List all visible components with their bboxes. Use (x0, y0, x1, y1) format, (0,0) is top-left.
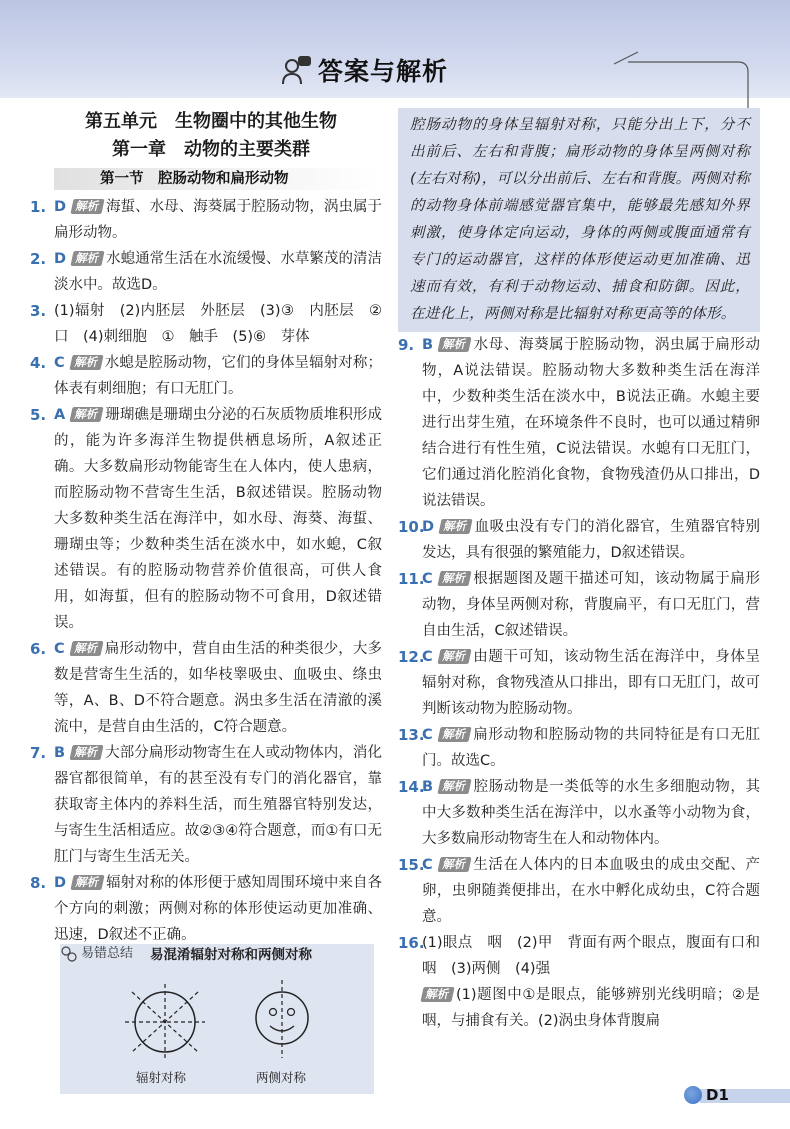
answer-text: 水螅是腔肠动物，它们的身体呈辐射对称；体表有刺细胞；有口无肛门。 (54, 355, 382, 397)
answer-text: 血吸虫没有专门的消化器官，生殖器官特别发达，具有很强的繁殖能力，D叙述错误。 (422, 519, 760, 561)
radial-caption: 辐射对称 (136, 1070, 187, 1085)
answer-number: 5. (30, 406, 47, 424)
answer-item (398, 930, 760, 982)
answer-item (30, 194, 382, 246)
answer-number: 16. (398, 934, 425, 952)
answer-text: 根据题图及题干描述可知，该动物属于扁形动物，身体呈两侧对称，背腹扁平，有口无肛门，营自由生活，C叙述错误。 (422, 571, 760, 639)
answer-body (422, 644, 760, 722)
answer-choice: B (422, 337, 434, 353)
mistake-summary-box (60, 944, 374, 1094)
analysis-tag: 解析 (70, 251, 104, 266)
answer-choice: C (422, 857, 433, 873)
answer-number: 10. (398, 518, 425, 536)
left-column (30, 108, 397, 948)
analysis-tag: 解析 (437, 571, 471, 586)
answer-choice: C (422, 571, 433, 587)
answer-choice: D (54, 875, 67, 891)
right-answer-list (398, 332, 760, 982)
mistake-icon (60, 945, 78, 963)
answer-body (54, 636, 382, 740)
answer-text: (1)辐射 (2)内胚层 外胚层 (3)③ 内胚层 ② 口 (4)刺细胞 ① 触手 (5)⑥ 芽体 (54, 303, 397, 345)
answer-body (422, 332, 760, 514)
answer-text: 珊瑚礁是珊瑚虫分泌的石灰质物质堆积形成的，能为许多海洋生物提供栖息场所，A叙述正确。大多数扁形动物能寄生在人体内，使人患病，而腔肠动物不营寄生生活，B叙述错误。腔肠动物大多数种类生活在海洋中，如水母、海葵、海蜇、珊瑚虫等；少数种类生活在淡水中，如水螅，C叙述错误。有的腔肠动物营养价值很高，可供人食用，如海蜇，但有的腔肠动物不可食用，D叙述错误。 (54, 407, 382, 631)
analysis-tag: 解析 (437, 727, 471, 742)
unit-title: 第五单元 生物圈中的其他生物 (85, 111, 337, 132)
answer-number: 11. (398, 570, 425, 588)
analysis-tag: 解析 (420, 987, 454, 1002)
answer-number: 9. (398, 336, 415, 354)
answer-body (422, 852, 760, 930)
mistake-label-text: 易错总结 (81, 946, 134, 961)
answer-choice: C (422, 727, 433, 743)
analysis-16-text: (1)题图中①是眼点，能够辨别光线明暗；②是咽，与捕食有关。(2)涡虫身体背腹扁 (422, 987, 760, 1029)
answer-number: 2. (30, 250, 47, 268)
answer-text: 辐射对称的体形便于感知周围环境中来自各个方向的刺激；两侧对称的体形使运动更加准确、迅速，D叙述不正确。 (54, 875, 382, 943)
analysis-tag: 解析 (70, 407, 104, 422)
answer-text: 生活在人体内的日本血吸虫的成虫交配、产卵，虫卵随粪便排出，在水中孵化成幼虫，C符合题意。 (422, 857, 760, 925)
answer-body (422, 930, 760, 982)
answer-body (422, 566, 760, 644)
answer-item (398, 514, 760, 566)
answer-choice: B (54, 745, 66, 761)
answer-number: 7. (30, 744, 47, 762)
answer-item (398, 644, 760, 722)
answer-number: 12. (398, 648, 425, 666)
mistake-title: 易混淆辐射对称和两侧对称 (150, 947, 312, 963)
page-number: D1 (706, 1086, 729, 1104)
left-answer-list (30, 194, 397, 948)
answer-number: 6. (30, 640, 47, 658)
answer-number: 15. (398, 856, 425, 874)
answer-body (54, 870, 382, 948)
answer-body (54, 194, 382, 246)
answer-body (54, 740, 382, 870)
right-column (398, 108, 760, 1034)
answer-choice: D (422, 519, 435, 535)
bilateral-caption: 两侧对称 (256, 1070, 307, 1085)
answer-body (54, 402, 382, 636)
page-number-tag (684, 1086, 729, 1104)
answer-item (30, 740, 382, 870)
answer-number: 8. (30, 874, 47, 892)
answer-body (54, 350, 382, 402)
analysis-tag: 解析 (437, 649, 471, 664)
analysis-tag: 解析 (70, 875, 104, 890)
answer-number: 1. (30, 198, 47, 216)
answer-choice: C (54, 355, 65, 371)
answer-text: 扁形动物和腔肠动物的共同特征是有口无肛门。故选C。 (422, 727, 760, 769)
bilateral-symmetry-diagram (246, 978, 318, 1064)
answer-item (30, 870, 382, 948)
analysis-tag: 解析 (69, 355, 103, 370)
page-dot-icon (684, 1086, 702, 1104)
answer-text: 扁形动物中，营自由生活的种类很少，大多数是营寄生生活的，如华枝睾吸虫、血吸虫、绦虫等，A、B、D不符合题意。涡虫多生活在清澈的溪流中，是营自由生活的，C符合题意。 (54, 641, 382, 735)
answer-item (398, 774, 760, 852)
answer-body (54, 298, 397, 350)
answer-choice: A (54, 407, 66, 423)
chapter-title: 第一章 动物的主要类群 (112, 139, 310, 160)
answer-body (54, 246, 382, 298)
answer-choice: D (54, 251, 67, 267)
answer-item (30, 246, 382, 298)
note-box: 腔肠动物的身体呈辐射对称，只能分出上下，分不出前后、左右和背腹；扁形动物的身体呈两侧对称(左右对称)，可以分出前后、左右和背腹。两侧对称的动物身体前端感觉器官集中，能够最先感知外界刺激，使身体定向运动，身体的两侧或腹面通常有专门的运动器官，这样的体形使运动更加准确、迅速而有效，有利于动物运动、捕食和防御。因此，在进化上，两侧对称是比辐射对称更高等的体形。 (398, 108, 760, 332)
person-bubble-icon (280, 54, 312, 86)
analysis-tag: 解析 (437, 337, 471, 352)
analysis-tag: 解析 (437, 779, 471, 794)
answer-choice: C (54, 641, 65, 657)
answer-item (30, 636, 382, 740)
radial-symmetry-diagram (120, 980, 210, 1064)
answer-number: 13. (398, 726, 425, 744)
answer-body (422, 774, 760, 852)
answer-text: 由题干可知，该动物生活在海洋中，身体呈辐射对称，食物残渣从口排出，即有口无肛门，故可判断该动物为腔肠动物。 (422, 649, 760, 717)
analysis-tag: 解析 (69, 745, 103, 760)
answer-text: 海蜇、水母、海葵属于腔肠动物，涡虫属于扁形动物。 (54, 199, 382, 241)
answer-number: 3. (30, 302, 47, 320)
analysis-tag: 解析 (69, 641, 103, 656)
answer-number: 4. (30, 354, 47, 372)
answer-body (422, 722, 760, 774)
answer-text: 腔肠动物是一类低等的水生多细胞动物，其中大多数种类生活在海洋中，以水蚤等小动物为食，大多数扁形动物寄生在人和动物体内。 (422, 779, 760, 847)
answer-choice: C (422, 649, 433, 665)
answer-text: 大部分扁形动物寄生在人或动物体内，消化器官都很简单，有的甚至没有专门的消化器官，靠获取寄主体内的养料生活，而生殖器官特别发达，与寄生生活相适应。故②③④符合题意，而①有口无肛门与寄生生活无关。 (54, 745, 382, 865)
mistake-summary-label (60, 944, 133, 964)
analysis-tag: 解析 (438, 519, 472, 534)
header-title (280, 50, 448, 90)
answer-body (422, 514, 760, 566)
answer-item (30, 402, 382, 636)
answer-item (398, 566, 760, 644)
answer-item (398, 332, 760, 514)
answer-item (30, 298, 397, 350)
analysis-16 (398, 982, 760, 1034)
page-title: 答案与解析 (318, 57, 449, 86)
answer-item (398, 722, 760, 774)
answer-text: (1)眼点 咽 (2)甲 背面有两个眼点，腹面有口和咽 (3)两侧 (4)强 (422, 935, 760, 977)
answer-text: 水螅通常生活在水流缓慢、水草繁茂的清洁淡水中。故选D。 (54, 251, 382, 293)
section-title: 第一节 腔肠动物和扁形动物 (54, 168, 382, 190)
answer-choice: B (422, 779, 434, 795)
answer-item (398, 852, 760, 930)
answer-choice: D (54, 199, 67, 215)
answer-item (30, 350, 382, 402)
analysis-tag: 解析 (70, 199, 104, 214)
analysis-tag: 解析 (437, 857, 471, 872)
answer-number: 14. (398, 778, 425, 796)
answer-text: 水母、海葵属于腔肠动物，涡虫属于扁形动物，A说法错误。腔肠动物大多数种类生活在海洋中，少数种类生活在淡水中，B说法正确。水螅主要进行出芽生殖，在环境条件不良时，也可以通过精卵结合进行有性生殖，C说法错误。水螅有口无肛门，它们通过消化腔消化食物，食物残渣仍从口排出，D说法错误。 (422, 337, 760, 509)
